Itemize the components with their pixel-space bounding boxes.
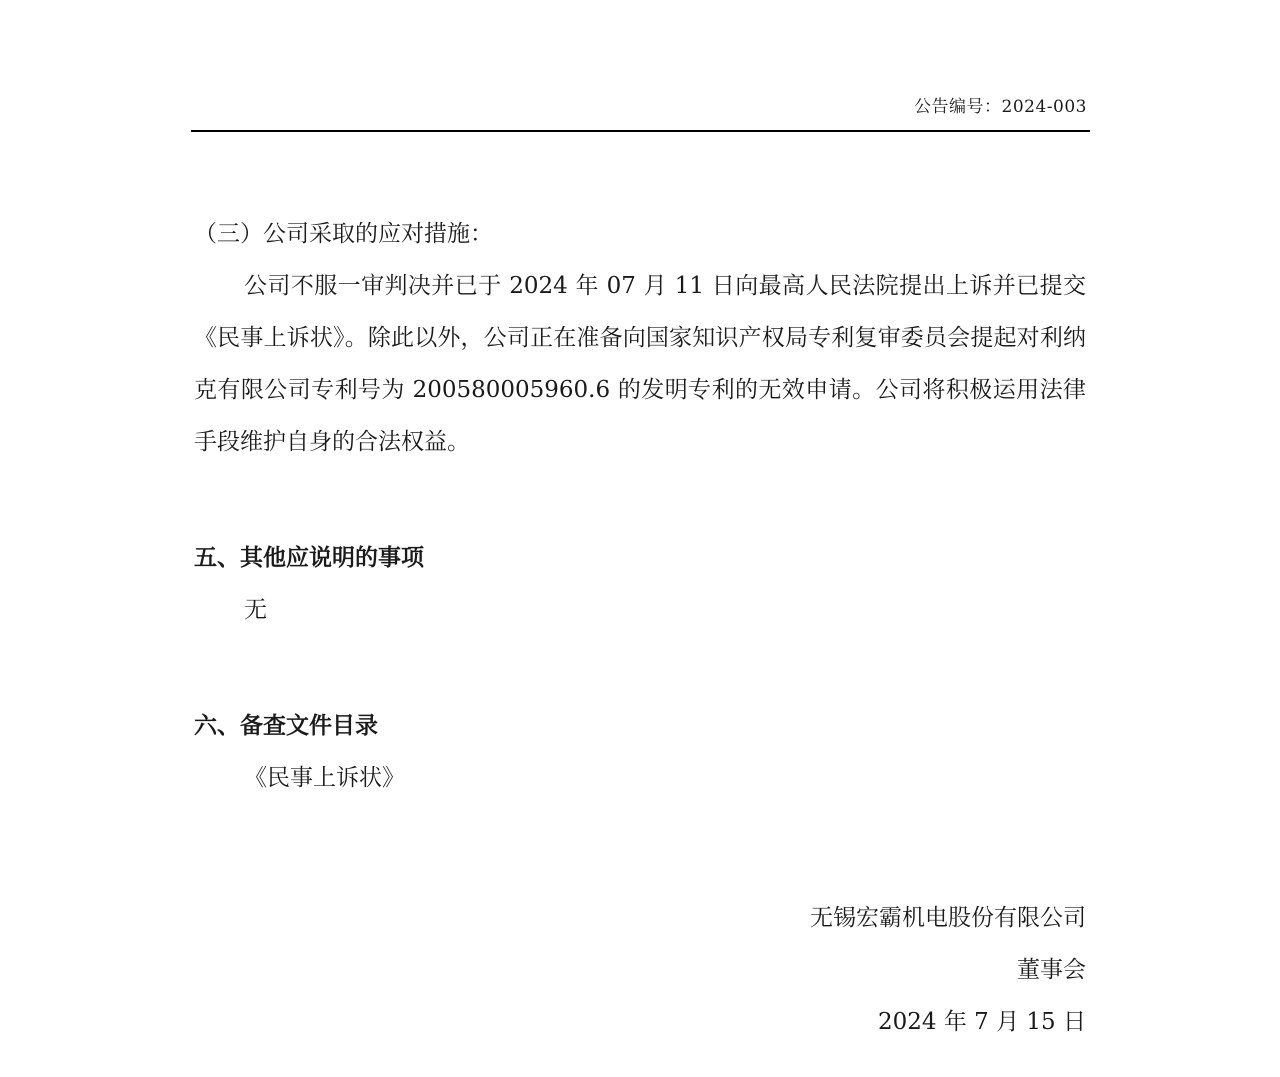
section-spacer	[194, 468, 1086, 532]
measures-paragraph: 公司不服一审判决并已于 2024 年 07 月 11 日向最高人民法院提出上诉并已提交《民事上诉状》。除此以外，公司正在准备向国家知识产权局专利复审委员会提起对利纳克有限公司专利号为 200580005960.6 的发明专利的无效申请。公司将积极运用法律手段维护自身的合法权益。	[194, 273, 1086, 455]
document-body	[194, 208, 1086, 804]
section-five-title: 五、其他应说明的事项	[194, 545, 424, 571]
header-divider	[191, 130, 1090, 132]
announcement-number: 公告编号：2024-003	[914, 97, 1087, 117]
board-name: 董事会	[1017, 957, 1086, 983]
company-name: 无锡宏霸机电股份有限公司	[810, 905, 1086, 931]
section-six-title: 六、备查文件目录	[194, 713, 378, 739]
signature-block	[810, 892, 1086, 1048]
section-five-body: 无	[244, 597, 267, 623]
section-spacer	[194, 636, 1086, 700]
measures-heading: （三）公司采取的应对措施：	[194, 221, 493, 247]
section-six-body: 《民事上诉状》	[244, 765, 405, 791]
signature-date: 2024 年 7 月 15 日	[878, 1009, 1086, 1035]
